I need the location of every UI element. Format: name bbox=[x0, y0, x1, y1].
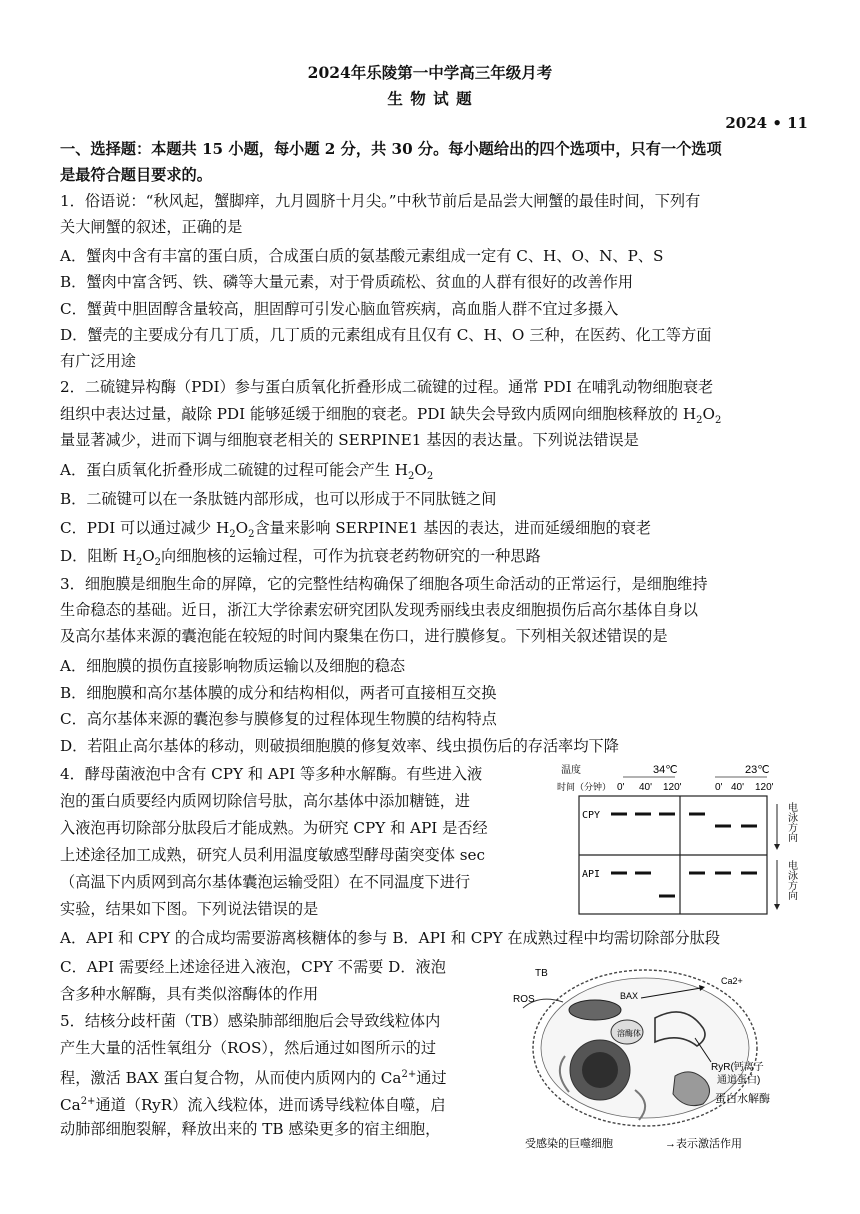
q3-option-b: B．细胞膜和高尔基体膜的成分和结构相似，两者可直接相互交换 bbox=[60, 684, 497, 702]
q4-option-d-line2: 含多种水解酶，具有类似溶酶体的作用 bbox=[60, 985, 319, 1003]
q4-stem-line4: 上述途径加工成熟，研究人员利用温度敏感型酵母菌突变体 sec bbox=[60, 846, 485, 864]
exam-subtitle: 生 物 试 题 bbox=[387, 89, 473, 108]
q1-option-d-line2: 有广泛用途 bbox=[60, 352, 136, 370]
label-lysosome: 溶酶体 bbox=[617, 1029, 641, 1038]
exam-date: 2024 • 11 bbox=[725, 114, 808, 132]
direction-label-2: 电泳方向 bbox=[785, 860, 797, 900]
q1-option-c: C．蟹黄中胆固醇含量较高，胆固醇可引发心脑血管疾病，高血脂人群不宜过多摄入 bbox=[60, 300, 619, 318]
q5-stem-line3: 程，激活 BAX 蛋白复合物，从而使内质网内的 $Ca^{2+}$通过 bbox=[60, 1069, 447, 1088]
q4-stem-line1: 4．酵母菌液泡中含有 CPY 和 API 等多种水解酶。有些进入液 bbox=[60, 765, 483, 783]
q5-stem-line4: $Ca^{2+}$通道（RyR）流入线粒体，进而诱导线粒体自噬，启 bbox=[60, 1096, 446, 1115]
q1-stem-line2: 关大闸蟹的叙述，正确的是 bbox=[60, 218, 243, 236]
label-protease: 蛋白水解酶 bbox=[715, 1093, 770, 1105]
figure-legend: →表示激活作用 bbox=[665, 1138, 742, 1150]
temp-label: 温度 bbox=[561, 765, 581, 776]
q4-stem-line3: 入液泡再切除部分肽段后才能成熟。为研究 CPY 和 API 是否经 bbox=[60, 819, 488, 837]
q5-stem-line1: 5．结核分歧杆菌（TB）感染肺部细胞后会导致线粒体内 bbox=[60, 1012, 441, 1030]
time-40-b: 40' bbox=[731, 782, 745, 793]
row-api: API bbox=[582, 869, 601, 880]
exam-title: 2024年乐陵第一中学高三年级月考 bbox=[307, 63, 553, 82]
q3-stem-line2: 生命稳态的基础。近日，浙江大学徐素宏研究团队发现秀丽线虫表皮细胞损伤后高尔基体自身以 bbox=[60, 601, 698, 619]
row-cpy: CPY bbox=[582, 810, 601, 821]
section-heading-line2: 是最符合题目要求的。 bbox=[60, 166, 212, 184]
time-40-a: 40' bbox=[639, 782, 653, 793]
q2-option-a: A．蛋白质氧化折叠形成二硫键的过程可能会产生 $H_2O_2$ bbox=[60, 461, 434, 483]
q2-option-d: D．阻断 $H_2O_2$向细胞核的运输过程，可作为抗衰老药物研究的一种思路 bbox=[60, 547, 541, 569]
q4-stem-line6: 实验，结果如下图。下列说法错误的是 bbox=[60, 900, 319, 918]
q5-stem-line2: 产生大量的活性氧组分（ROS），然后通过如图所示的过 bbox=[60, 1039, 437, 1057]
q3-option-a: A．细胞膜的损伤直接影响物质运输以及细胞的稳态 bbox=[60, 657, 406, 675]
label-bax: BAX bbox=[620, 991, 639, 1001]
q5-stem-line5: 动肺部细胞裂解，释放出来的 TB 感染更多的宿主细胞， bbox=[60, 1120, 441, 1138]
electrophoresis-figure bbox=[555, 760, 810, 920]
q3-option-c: C．高尔基体来源的囊泡参与膜修复的过程体现生物膜的结构特点 bbox=[60, 710, 497, 728]
q1-option-d-line1: D．蟹壳的主要成分有几丁质，几丁质的元素组成有且仅有 C、H、O 三种，在医药、化工等方面 bbox=[60, 326, 712, 344]
q4-stem-line5: （高温下内质网到高尔基体囊泡运输受阻）在不同温度下进行 bbox=[60, 873, 471, 891]
macrophage-figure bbox=[505, 958, 785, 1158]
q3-option-d: D．若阻止高尔基体的移动，则破损细胞膜的修复效率、线虫损伤后的存活率均下降 bbox=[60, 737, 619, 755]
q2-stem-line2: 组织中表达过量，敲除 PDI 能够延缓于细胞的衰老。PDI 缺失会导致内质网向细胞核释放的 $H_2O_2$ bbox=[60, 405, 722, 427]
direction-label-1: 电泳方向 bbox=[785, 802, 797, 842]
label-ros: ROS bbox=[513, 994, 535, 1005]
q2-option-c: C．PDI 可以通过减少 $H_2O_2$含量来影响 SERPINE1 基因的表达，进而延缓细胞的衰老 bbox=[60, 519, 652, 541]
time-0-a: 0' bbox=[617, 782, 625, 793]
q2-stem-line1: 2．二硫键异构酶（PDI）参与蛋白质氧化折叠形成二硫键的过程。通常 PDI 在哺乳动物细胞衰老 bbox=[60, 378, 714, 396]
q1-option-a: A．蟹肉中含有丰富的蛋白质，合成蛋白质的氨基酸元素组成一定有 C、H、O、N、P、S bbox=[60, 247, 664, 265]
q4-stem-line2: 泡的蛋白质要经内质网切除信号肽，高尔基体中添加糖链，进 bbox=[60, 792, 471, 810]
q1-stem-line1: 1．俗语说：“秋风起，蟹脚痒，九月圆脐十月尖。”中秋节前后是品尝大闸蟹的最佳时间，下列有 bbox=[60, 192, 701, 210]
section-heading-line1: 一、选择题：本题共 15 小题，每小题 2 分，共 30 分。每小题给出的四个选项中，只有一个选项 bbox=[60, 140, 722, 158]
label-tb: TB bbox=[535, 968, 548, 979]
temp-34: 34℃ bbox=[653, 764, 678, 776]
time-label: 时间（分钟） bbox=[557, 782, 612, 792]
q4-options-ab: A．API 和 CPY 的合成均需要游离核糖体的参与 B．API 和 CPY 在成熟过程中均需切除部分肽段 bbox=[60, 929, 721, 947]
q1-option-b: B．蟹肉中富含钙、铁、磷等大量元素，对于骨质疏松、贫血的人群有很好的改善作用 bbox=[60, 273, 634, 291]
q2-option-b: B．二硫键可以在一条肽链内部形成，也可以形成于不同肽链之间 bbox=[60, 490, 497, 508]
label-ca: Ca2+ bbox=[721, 976, 743, 986]
time-120-b: 120' bbox=[755, 782, 774, 793]
q3-stem-line3: 及高尔基体来源的囊泡能在较短的时间内聚集在伤口，进行膜修复。下列相关叙述错误的是 bbox=[60, 627, 668, 645]
q3-stem-line1: 3．细胞膜是细胞生命的屏障，它的完整性结构确保了细胞各项生命活动的正常运行，是细胞维持 bbox=[60, 575, 708, 593]
figure-caption: 受感染的巨噬细胞 bbox=[525, 1138, 613, 1150]
label-ryr-1: RyR(钙离子 bbox=[711, 1062, 764, 1073]
time-120-a: 120' bbox=[663, 782, 682, 793]
temp-23: 23℃ bbox=[745, 764, 770, 776]
label-ryr-2: 通道蛋白) bbox=[717, 1075, 761, 1086]
time-0-b: 0' bbox=[715, 782, 723, 793]
q4-options-cd: C．API 需要经上述途径进入液泡，CPY 不需要 D．液泡 bbox=[60, 958, 446, 976]
q2-stem-line3: 量显著减少，进而下调与细胞衰老相关的 SERPINE1 基因的表达量。下列说法错误是 bbox=[60, 431, 639, 449]
